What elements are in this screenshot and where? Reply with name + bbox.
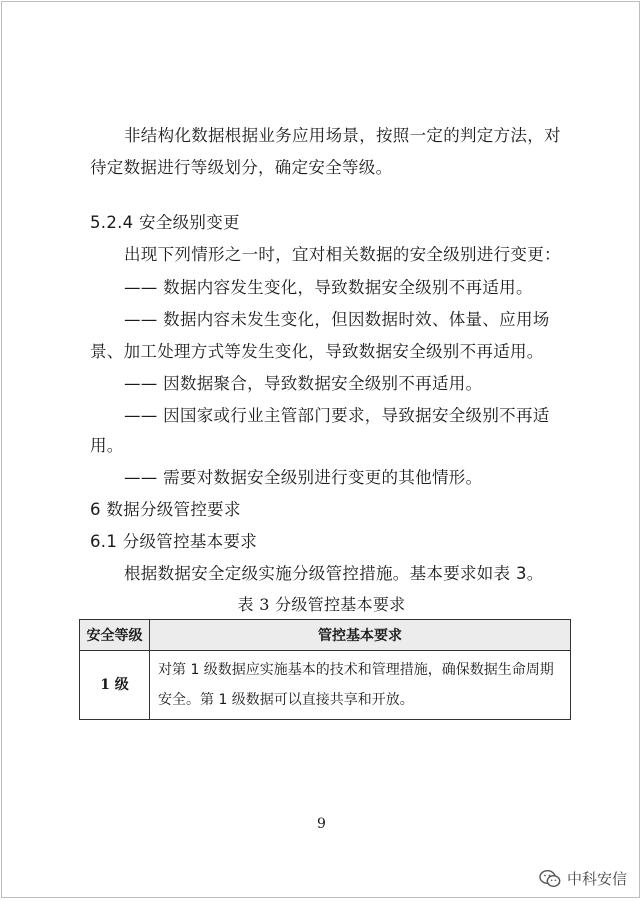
table-row: [80, 651, 571, 720]
watermark: [539, 868, 627, 889]
requirement-line: 对第 1 级数据应实施基本的技术和管理措施，确保数据生命周期: [158, 662, 554, 678]
list-item: —— 数据内容发生变化，导致数据安全级别不再适用。: [124, 278, 533, 297]
paragraph-line: 待定数据进行等级划分，确定安全等级。: [90, 158, 393, 177]
security-level-cell: 1 级: [80, 651, 150, 720]
table-header-cell: 安全等级: [80, 620, 150, 651]
wechat-icon: [539, 869, 561, 889]
paragraph-6-1: 根据数据安全定级实施分级管控措施。基本要求如表 3。: [124, 564, 544, 583]
list-item: —— 因数据聚合，导致数据安全级别不再适用。: [124, 374, 483, 393]
watermark-text: 中科安信: [566, 870, 627, 888]
section-heading-6-1: 6.1 分级管控基本要求: [90, 532, 258, 551]
list-item: —— 因国家或行业主管部门要求，导致据安全级别不再适: [124, 406, 550, 425]
list-item: —— 数据内容未发生变化，但因数据时效、体量、应用场: [124, 310, 550, 329]
page-number: 9: [317, 816, 326, 832]
list-item-continuation: 景、加工处理方式等发生变化，导致数据安全级别不再适用。: [90, 342, 544, 361]
table-header-row: [80, 620, 571, 651]
paragraph-intro: 出现下列情形之一时，宜对相关数据的安全级别进行变更：: [124, 245, 561, 264]
requirement-line: 安全。第 1 级数据可以直接共享和开放。: [158, 692, 414, 708]
requirements-table: [79, 619, 571, 720]
table-header-cell: 管控基本要求: [150, 620, 571, 651]
list-item: —— 需要对数据安全级别进行变更的其他情形。: [124, 468, 483, 487]
section-heading-5-2-4: 5.2.4 安全级别变更: [90, 213, 240, 232]
requirement-cell: [150, 651, 571, 720]
table-caption: 表 3 分级管控基本要求: [237, 595, 406, 614]
list-item-continuation: 用。: [90, 436, 124, 455]
paragraph-line: 非结构化数据根据业务应用场景，按照一定的判定方法，对: [124, 126, 561, 145]
section-heading-6: 6 数据分级管控要求: [90, 500, 241, 519]
